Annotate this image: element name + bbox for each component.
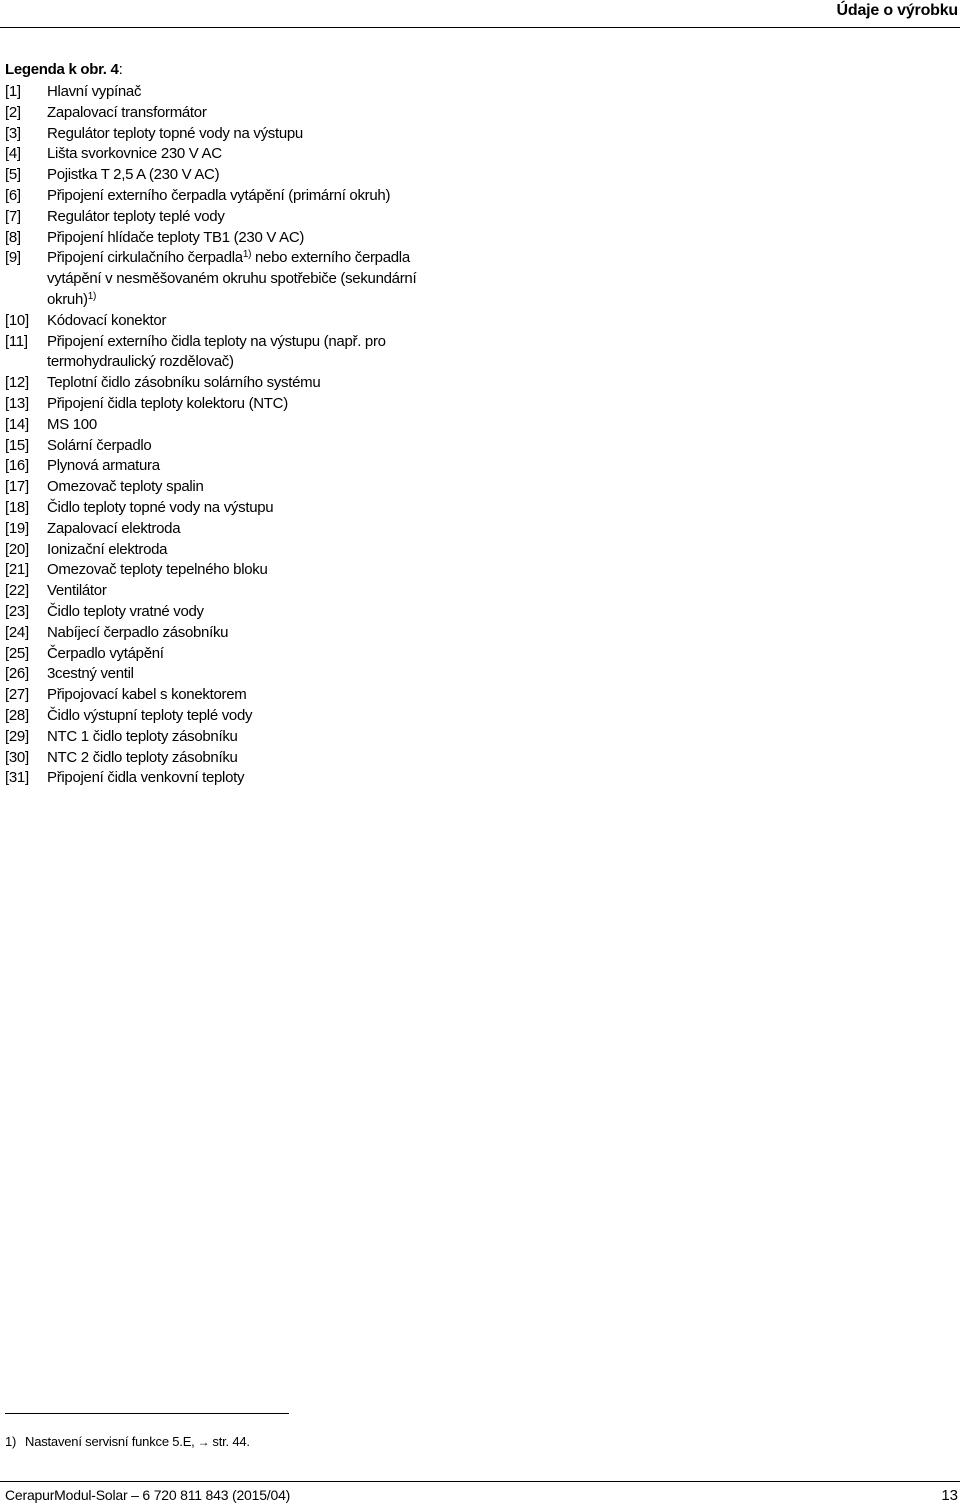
legend-item-number: [28] bbox=[5, 706, 29, 724]
arrow-right-icon: → bbox=[197, 1435, 210, 1449]
footnote-page-ref: str. 44. bbox=[212, 1434, 250, 1449]
legend-title bbox=[5, 61, 122, 78]
legend-item-text: Zapalovací elektroda bbox=[47, 519, 181, 537]
legend-item-text: Kódovací konektor bbox=[47, 311, 167, 329]
legend-item-number: [29] bbox=[5, 727, 29, 745]
legend-item-number: [7] bbox=[5, 207, 21, 225]
legend-item-text: Ionizační elektroda bbox=[47, 540, 168, 558]
legend-item bbox=[5, 332, 445, 374]
legend-item-text: Připojení externího čerpadla vytápění (primární okruh) bbox=[47, 186, 391, 204]
legend-item-number: [27] bbox=[5, 686, 29, 704]
legend-item-number: [13] bbox=[5, 394, 29, 412]
legend-item-number: [17] bbox=[5, 478, 29, 496]
legend-item-number: [14] bbox=[5, 415, 29, 433]
legend-item bbox=[5, 124, 445, 145]
legend-item bbox=[5, 436, 445, 457]
legend-item-number: [3] bbox=[5, 124, 21, 142]
legend-item-number: [15] bbox=[5, 436, 29, 454]
legend-item bbox=[5, 498, 445, 519]
legend-item-text: NTC 1 čidlo teploty zásobníku bbox=[47, 727, 238, 745]
legend-item-text: Připojení externího čidla teploty na výstupu (např. pro termohydraulický rozdělovač) bbox=[47, 332, 386, 371]
page-number: 13 bbox=[941, 1487, 958, 1504]
legend-item bbox=[5, 248, 445, 310]
legend-item-text: Připojení čidla venkovní teploty bbox=[47, 769, 245, 787]
legend-item-text: Čidlo teploty vratné vody bbox=[47, 602, 204, 620]
legend-item-number: [8] bbox=[5, 228, 21, 246]
legend-item bbox=[5, 623, 445, 644]
legend-item-text: Pojistka T 2,5 A (230 V AC) bbox=[47, 166, 220, 184]
footnote-divider bbox=[5, 1413, 289, 1414]
legend-item-text: Připojení čidla teploty kolektoru (NTC) bbox=[47, 394, 288, 412]
legend-item-number: [11] bbox=[5, 332, 28, 350]
legend-item-text: Ventilátor bbox=[47, 582, 107, 600]
footnote-label: Nastavení servisní funkce 5.E, bbox=[25, 1434, 195, 1449]
legend-item-number: [18] bbox=[5, 498, 29, 516]
legend-item-text bbox=[47, 248, 445, 310]
legend-item bbox=[5, 768, 445, 789]
legend-item-number: [12] bbox=[5, 374, 29, 392]
legend-item-number: [23] bbox=[5, 602, 29, 620]
legend-item bbox=[5, 477, 445, 498]
legend-item bbox=[5, 311, 445, 332]
footnote-text bbox=[25, 1434, 250, 1449]
legend-item-text: Čidlo teploty topné vody na výstupu bbox=[47, 498, 274, 516]
legend-item bbox=[5, 228, 445, 249]
legend-item-number: [5] bbox=[5, 166, 21, 184]
legend-item bbox=[5, 644, 445, 665]
legend-item-text: MS 100 bbox=[47, 415, 97, 433]
legend-item-number: [24] bbox=[5, 623, 29, 641]
legend-item-number: [16] bbox=[5, 457, 29, 475]
legend-item-text: Připojení hlídače teploty TB1 (230 V AC) bbox=[47, 228, 305, 246]
legend-item-text: Čerpadlo vytápění bbox=[47, 644, 164, 662]
legend-item bbox=[5, 560, 445, 581]
legend-item-text: Hlavní vypínač bbox=[47, 83, 142, 100]
legend-item-text: Regulátor teploty teplé vody bbox=[47, 207, 225, 225]
legend-item-number: [6] bbox=[5, 186, 21, 204]
legend-item-number: [22] bbox=[5, 582, 29, 600]
legend-item bbox=[5, 540, 445, 561]
footnote-ref: 1) bbox=[87, 290, 97, 302]
footnote bbox=[5, 1434, 250, 1449]
legend-item-text: Čidlo výstupní teploty teplé vody bbox=[47, 706, 253, 724]
legend-item bbox=[5, 706, 445, 727]
footer-divider bbox=[0, 1481, 960, 1482]
legend-item bbox=[5, 519, 445, 540]
legend-item-number: [31] bbox=[5, 769, 29, 787]
legend-item-number: [30] bbox=[5, 748, 29, 766]
legend-item bbox=[5, 664, 445, 685]
legend-item bbox=[5, 373, 445, 394]
legend-item-text: NTC 2 čidlo teploty zásobníku bbox=[47, 748, 238, 766]
legend-item-number: [4] bbox=[5, 145, 21, 163]
legend-item bbox=[5, 394, 445, 415]
legend-item-text: Lišta svorkovnice 230 V AC bbox=[47, 145, 222, 163]
legend-item-text: Připojovací kabel s konektorem bbox=[47, 686, 247, 704]
footnote-mark: 1) bbox=[5, 1434, 17, 1449]
legend-item-text: 3cestný ventil bbox=[47, 665, 134, 683]
legend-item-text: Omezovač teploty spalin bbox=[47, 478, 204, 496]
legend-list bbox=[5, 82, 445, 789]
legend-item bbox=[5, 727, 445, 748]
legend-item-number: [26] bbox=[5, 665, 29, 683]
legend-item bbox=[5, 165, 445, 186]
legend-title-text: Legenda k obr. 4 bbox=[5, 61, 119, 78]
legend-item bbox=[5, 581, 445, 602]
legend-item-number: [10] bbox=[5, 311, 29, 329]
legend-title-colon: : bbox=[118, 61, 123, 78]
legend-item bbox=[5, 144, 445, 165]
footnote-ref: 1) bbox=[242, 249, 252, 261]
legend-item bbox=[5, 103, 445, 124]
footer-document-id: CerapurModul-Solar – 6 720 811 843 (2015/04) bbox=[5, 1487, 291, 1503]
legend-item bbox=[5, 207, 445, 228]
legend-item-text: Regulátor teploty topné vody na výstupu bbox=[47, 124, 303, 142]
legend-item-text-part: nebo externího čerpadla vytápění v nesměšovaném okruhu spotřebiče (sekundární okruh) bbox=[47, 249, 417, 308]
legend-item bbox=[5, 602, 445, 623]
legend-item-number: [25] bbox=[5, 644, 29, 662]
legend-item bbox=[5, 748, 445, 769]
header-divider bbox=[0, 27, 960, 28]
legend-item bbox=[5, 685, 445, 706]
legend-item-number: [19] bbox=[5, 519, 29, 537]
legend-item-text: Plynová armatura bbox=[47, 457, 160, 475]
legend-item-text: Zapalovací transformátor bbox=[47, 103, 207, 121]
legend-item-text: Omezovač teploty tepelného bloku bbox=[47, 561, 268, 579]
legend-item-number: [21] bbox=[5, 561, 29, 579]
legend-item-text: Nabíjecí čerpadlo zásobníku bbox=[47, 623, 229, 641]
legend-item bbox=[5, 456, 445, 477]
legend-item-text: Teplotní čidlo zásobníku solárního systému bbox=[47, 374, 321, 392]
legend-item bbox=[5, 186, 445, 207]
legend-item-number: [2] bbox=[5, 103, 21, 121]
legend-item-number: [20] bbox=[5, 540, 29, 558]
legend-item-text-part: Připojení cirkulačního čerpadla bbox=[47, 249, 243, 267]
page-header-title: Údaje o výrobku bbox=[836, 2, 958, 19]
legend-item bbox=[5, 82, 445, 103]
legend-item bbox=[5, 415, 445, 436]
legend-item-number: [9] bbox=[5, 249, 21, 267]
legend-item-text: Solární čerpadlo bbox=[47, 436, 152, 454]
legend-item-number: [1] bbox=[5, 83, 21, 100]
